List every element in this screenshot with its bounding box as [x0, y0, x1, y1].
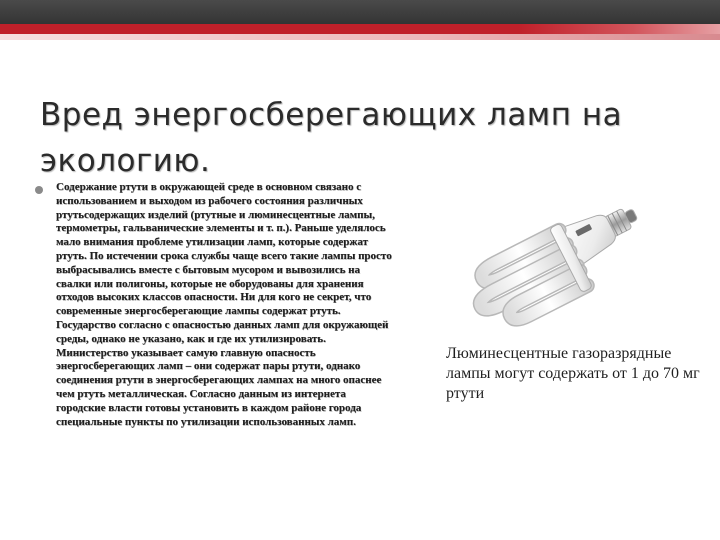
bullet-icon — [35, 186, 43, 194]
header-red-stripe — [0, 24, 720, 34]
cfl-lamp-icon — [452, 178, 664, 338]
header-pink-stripe — [0, 34, 720, 40]
slide-body-text: Содержание ртути в окружающей среде в основном связано с использованием и выходом из рабочего состояния различных ртутьсодержащих изделий (ртутные и люминесцентные лампы, термометры, гальванические элементы и т. п.). Раньше уделялось мало внимания проблеме утилизации ламп, которые содержат ртуть. По истечении срока службы чаще всего такие лампы просто выбрасывались вместе с бытовым мусором и вывозились на свалки или полигоны, которые не оборудованы для хранения отходов высоких классов опасности. Ни для кого не секрет, что современные энергосберегающие лампы содержат ртуть. Государство согласно с опасностью данных ламп для окружающей среды, однако не указано, как и где их утилизировать. Министерство указывает самую главную опасность энергосберегающих ламп – они содержат пары ртути, однако соединения ртути в энергосберегающих лампах на много опаснее чем ртуть металлическая. Согласно данным из интернета городские власти готовы установить в каждом районе города специальные пункты по утилизации использованных ламп. — [56, 181, 392, 428]
lamp-caption: Люминесцентные газоразрядные лампы могут содержать от 1 до 70 мг ртути — [446, 345, 700, 402]
header-dark-bar — [0, 0, 720, 24]
slide-title: Вред энергосберегающих ламп на экологию. — [40, 97, 623, 179]
